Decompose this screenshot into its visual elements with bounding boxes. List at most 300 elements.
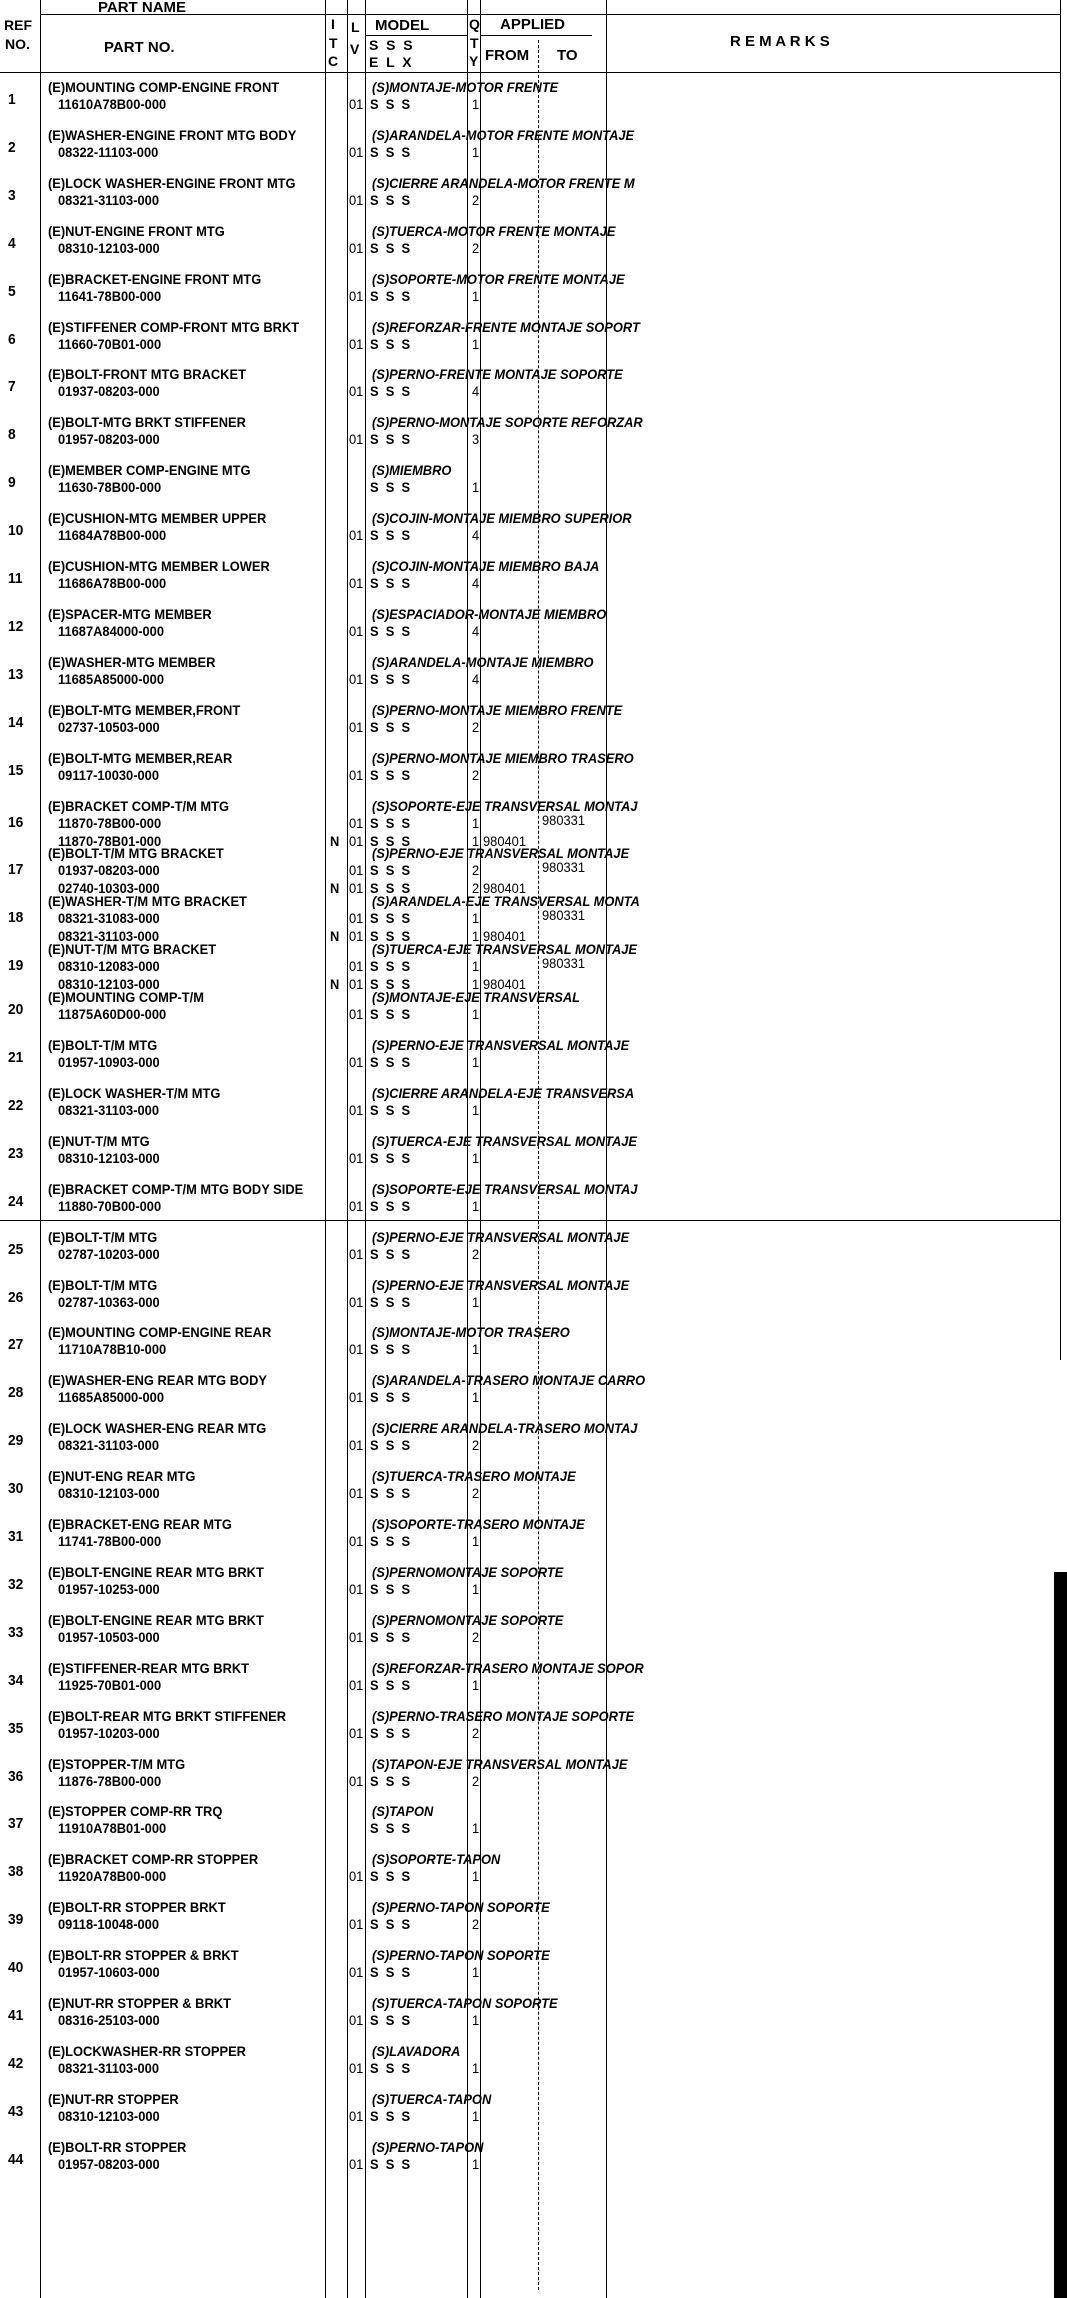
model-codes: S S S xyxy=(370,767,411,783)
ref-number: 35 xyxy=(8,1720,24,1737)
table-row xyxy=(0,1948,1067,1996)
remark-text: (S)PERNO-TRASERO MONTAJE SOPORTE xyxy=(372,1708,635,1724)
ref-number: 20 xyxy=(8,1001,24,1018)
table-row xyxy=(0,1517,1067,1565)
ref-number: 25 xyxy=(8,1241,24,1258)
table-row xyxy=(0,1134,1067,1182)
remark-text: (S)SOPORTE-EJE TRANSVERSAL MONTAJ xyxy=(372,798,638,814)
model-codes-alt: S S S xyxy=(370,976,411,992)
model-codes: S S S xyxy=(370,383,411,399)
part-name: (E)WASHER-MTG MEMBER xyxy=(48,654,216,670)
lv-code-alt: 01 xyxy=(349,928,364,944)
table-row xyxy=(0,559,1067,607)
model-codes: S S S xyxy=(370,1820,411,1836)
part-name: (E)BRACKET COMP-T/M MTG xyxy=(48,798,230,814)
qty-value: 1 xyxy=(472,1054,480,1070)
ref-number: 10 xyxy=(8,522,24,539)
lv-code: 01 xyxy=(349,240,364,256)
part-number: 01957-10203-000 xyxy=(58,1725,160,1741)
ref-number: 41 xyxy=(8,2007,24,2024)
model-codes: S S S xyxy=(370,192,411,208)
lv-code: 01 xyxy=(349,1102,364,1118)
model-codes: S S S xyxy=(370,575,411,591)
part-name: (E)STOPPER COMP-RR TRQ xyxy=(48,1803,223,1819)
part-name: (E)MOUNTING COMP-T/M xyxy=(48,989,204,1005)
ref-number: 32 xyxy=(8,1576,24,1593)
table-row xyxy=(0,128,1067,176)
part-name: (E)WASHER-ENGINE FRONT MTG BODY xyxy=(48,127,297,143)
qty-value: 3 xyxy=(472,431,480,447)
part-number: 11920A78B00-000 xyxy=(58,1868,167,1884)
header-itc-1: I xyxy=(331,16,335,32)
ref-number: 13 xyxy=(8,666,24,683)
qty-value: 4 xyxy=(472,527,480,543)
qty-value: 1 xyxy=(472,336,480,352)
lv-code-alt: 01 xyxy=(349,976,364,992)
part-number: 11685A85000-000 xyxy=(58,1389,165,1405)
model-codes: S S S xyxy=(370,910,411,926)
lv-code: 01 xyxy=(349,96,364,112)
ref-number: 16 xyxy=(8,814,24,831)
part-number: 01957-08203-000 xyxy=(58,431,160,447)
qty-value: 1 xyxy=(472,1868,480,1884)
applied-to: 980331 xyxy=(542,859,585,875)
model-codes: S S S xyxy=(370,2012,411,2028)
lv-code: 01 xyxy=(349,575,364,591)
ref-number: 14 xyxy=(8,714,24,731)
model-codes: S S S xyxy=(370,1246,411,1262)
qty-value-alt: 1 xyxy=(472,976,480,992)
table-row xyxy=(0,1182,1067,1230)
part-name: (E)MEMBER COMP-ENGINE MTG xyxy=(48,462,251,478)
table-row xyxy=(0,2092,1067,2140)
remark-text: (S)PERNO-EJE TRANSVERSAL MONTAJE xyxy=(372,1277,630,1293)
part-number-alt: 11870-78B01-000 xyxy=(58,833,162,849)
table-row xyxy=(0,1373,1067,1421)
model-codes: S S S xyxy=(370,96,411,112)
part-name: (E)BOLT-T/M MTG xyxy=(48,1037,158,1053)
part-name: (E)BOLT-ENGINE REAR MTG BRKT xyxy=(48,1564,264,1580)
part-number: 11741-78B00-000 xyxy=(58,1533,162,1549)
lv-code: 01 xyxy=(349,1581,364,1597)
table-row xyxy=(0,2140,1067,2188)
part-number: 01957-10903-000 xyxy=(58,1054,160,1070)
part-name: (E)STOPPER-T/M MTG xyxy=(48,1756,186,1772)
part-number: 08322-11103-000 xyxy=(58,144,159,160)
part-name: (E)LOCK WASHER-ENG REAR MTG xyxy=(48,1420,267,1436)
part-number: 08310-12083-000 xyxy=(58,958,160,974)
part-number: 08310-12103-000 xyxy=(58,1150,160,1166)
ref-number: 31 xyxy=(8,1528,24,1545)
model-codes: S S S xyxy=(370,527,411,543)
model-codes: S S S xyxy=(370,1102,411,1118)
remark-text: (S)CIERRE ARANDELA-TRASERO MONTAJ xyxy=(372,1420,638,1436)
model-codes: S S S xyxy=(370,1916,411,1932)
ref-number: 4 xyxy=(8,235,16,252)
remark-text: (S)SOPORTE-EJE TRANSVERSAL MONTAJ xyxy=(372,1181,638,1197)
model-codes: S S S xyxy=(370,288,411,304)
part-number: 08321-31103-000 xyxy=(58,1102,159,1118)
ref-number: 43 xyxy=(8,2103,24,2120)
model-codes: S S S xyxy=(370,336,411,352)
remark-text: (S)TUERCA-TAPON xyxy=(372,2091,492,2107)
ref-number: 7 xyxy=(8,378,16,395)
qty-value: 1 xyxy=(472,144,480,160)
header-itc-2: T xyxy=(329,35,338,51)
table-row xyxy=(0,703,1067,751)
qty-value: 1 xyxy=(472,1677,480,1693)
part-number: 11641-78B00-000 xyxy=(58,288,162,304)
table-row xyxy=(0,1613,1067,1661)
model-codes: S S S xyxy=(370,1581,411,1597)
part-number: 01957-08203-000 xyxy=(58,2156,160,2172)
remark-text: (S)COJIN-MONTAJE MIEMBRO SUPERIOR xyxy=(372,510,632,526)
lv-code: 01 xyxy=(349,1006,364,1022)
applied-to: 980331 xyxy=(542,955,585,971)
remark-text: (S)PERNO-FRENTE MONTAJE SOPORTE xyxy=(372,366,623,382)
remark-text: (S)MIEMBRO xyxy=(372,462,452,478)
lv-code: 01 xyxy=(349,1054,364,1070)
part-number: 11875A60D00-000 xyxy=(58,1006,167,1022)
part-name: (E)STIFFENER COMP-FRONT MTG BRKT xyxy=(48,319,300,335)
applied-to: 980331 xyxy=(542,907,585,923)
part-number: 01957-10603-000 xyxy=(58,1964,160,1980)
remark-text: (S)PERNO-MONTAJE SOPORTE REFORZAR xyxy=(372,414,643,430)
lv-code: 01 xyxy=(349,1246,364,1262)
ref-number: 42 xyxy=(8,2055,24,2072)
part-number: 11876-78B00-000 xyxy=(58,1773,162,1789)
qty-value: 1 xyxy=(472,2156,480,2172)
lv-code: 01 xyxy=(349,1485,364,1501)
header-model-top: S S S xyxy=(369,37,413,53)
remark-text: (S)SOPORTE-TRASERO MONTAJE xyxy=(372,1516,585,1532)
part-number: 11686A78B00-000 xyxy=(58,575,167,591)
qty-value: 1 xyxy=(472,1820,480,1836)
ref-number: 30 xyxy=(8,1480,24,1497)
qty-value: 1 xyxy=(472,479,480,495)
part-name: (E)NUT-RR STOPPER xyxy=(48,2091,179,2107)
qty-value: 2 xyxy=(472,1246,480,1262)
lv-code: 01 xyxy=(349,1294,364,1310)
applied-from: 980401 xyxy=(483,928,526,944)
qty-value: 2 xyxy=(472,192,480,208)
part-number: 11660-70B01-000 xyxy=(58,336,162,352)
part-name: (E)CUSHION-MTG MEMBER UPPER xyxy=(48,510,267,526)
model-codes: S S S xyxy=(370,1964,411,1980)
part-name: (E)NUT-T/M MTG BRACKET xyxy=(48,941,217,957)
lv-code: 01 xyxy=(349,767,364,783)
table-row xyxy=(0,607,1067,655)
table-row xyxy=(0,1421,1067,1469)
ref-number: 2 xyxy=(8,139,16,156)
header-qty-3: Y xyxy=(469,53,479,69)
remark-text: (S)CIERRE ARANDELA-EJE TRANSVERSA xyxy=(372,1085,635,1101)
table-row xyxy=(0,846,1067,894)
qty-value: 1 xyxy=(472,1102,480,1118)
lv-code: 01 xyxy=(349,288,364,304)
header-from: FROM xyxy=(485,47,530,64)
qty-value: 2 xyxy=(472,1916,480,1932)
remark-text: (S)REFORZAR-FRENTE MONTAJE SOPORT xyxy=(372,319,640,335)
model-codes: S S S xyxy=(370,719,411,735)
header-ref: REF xyxy=(4,17,32,33)
qty-value: 1 xyxy=(472,1294,480,1310)
remark-text: (S)PERNOMONTAJE SOPORTE xyxy=(372,1612,564,1628)
part-name: (E)WASHER-T/M MTG BRACKET xyxy=(48,893,247,909)
ref-number: 3 xyxy=(8,187,16,204)
header-remarks: R E M A R K S xyxy=(730,33,830,50)
table-row xyxy=(0,176,1067,224)
part-name: (E)LOCKWASHER-RR STOPPER xyxy=(48,2043,246,2059)
model-codes: S S S xyxy=(370,144,411,160)
part-number-alt: 08321-31103-000 xyxy=(58,928,159,944)
qty-value: 1 xyxy=(472,1341,480,1357)
table-row xyxy=(0,224,1067,272)
part-name: (E)BOLT-MTG MEMBER,REAR xyxy=(48,750,233,766)
part-number: 11630-78B00-000 xyxy=(58,479,162,495)
remark-text: (S)PERNO-TAPON xyxy=(372,2139,484,2155)
table-row xyxy=(0,511,1067,559)
part-number: 02737-10503-000 xyxy=(58,719,160,735)
part-name: (E)BOLT-MTG MEMBER,FRONT xyxy=(48,702,241,718)
lv-code-alt: 01 xyxy=(349,833,364,849)
ref-number: 28 xyxy=(8,1384,24,1401)
qty-value: 1 xyxy=(472,1581,480,1597)
ref-number: 19 xyxy=(8,957,24,974)
remark-text: (S)REFORZAR-TRASERO MONTAJE SOPOR xyxy=(372,1660,644,1676)
table-row xyxy=(0,367,1067,415)
header-no: NO. xyxy=(5,36,30,52)
lv-code: 01 xyxy=(349,192,364,208)
model-codes: S S S xyxy=(370,240,411,256)
part-number: 11684A78B00-000 xyxy=(58,527,167,543)
qty-value: 2 xyxy=(472,1485,480,1501)
part-number: 08316-25103-000 xyxy=(58,2012,160,2028)
lv-code: 01 xyxy=(349,336,364,352)
part-name: (E)BRACKET-ENGINE FRONT MTG xyxy=(48,271,262,287)
part-name: (E)BRACKET COMP-T/M MTG BODY SIDE xyxy=(48,1181,304,1197)
remark-text: (S)PERNO-EJE TRANSVERSAL MONTAJE xyxy=(372,1229,630,1245)
part-name: (E)BOLT-RR STOPPER & BRKT xyxy=(48,1947,239,1963)
qty-value: 1 xyxy=(472,288,480,304)
lv-code: 01 xyxy=(349,383,364,399)
table-row xyxy=(0,320,1067,368)
qty-value: 1 xyxy=(472,1389,480,1405)
part-number: 11910A78B01-000 xyxy=(58,1820,167,1836)
header-to: TO xyxy=(557,47,578,64)
table-row xyxy=(0,1469,1067,1517)
part-name: (E)BOLT-ENGINE REAR MTG BRKT xyxy=(48,1612,264,1628)
lv-code-alt: 01 xyxy=(349,880,364,896)
qty-value: 1 xyxy=(472,2060,480,2076)
header-applied: APPLIED xyxy=(500,16,566,33)
model-codes-alt: S S S xyxy=(370,833,411,849)
table-row xyxy=(0,1852,1067,1900)
qty-value: 1 xyxy=(472,1006,480,1022)
table-row xyxy=(0,463,1067,511)
ref-number: 11 xyxy=(8,570,23,587)
header-top-line xyxy=(40,14,1060,15)
part-number: 08310-12103-000 xyxy=(58,2108,160,2124)
ref-number: 12 xyxy=(8,618,24,635)
remark-text: (S)PERNO-MONTAJE MIEMBRO FRENTE xyxy=(372,702,623,718)
itc-code: N xyxy=(330,928,340,944)
part-name: (E)BRACKET COMP-RR STOPPER xyxy=(48,1851,259,1867)
ref-number: 9 xyxy=(8,474,16,491)
part-name: (E)STIFFENER-REAR MTG BRKT xyxy=(48,1660,250,1676)
qty-value: 2 xyxy=(472,1629,480,1645)
applied-to: 980331 xyxy=(542,812,585,828)
model-codes: S S S xyxy=(370,671,411,687)
remark-text: (S)COJIN-MONTAJE MIEMBRO BAJA xyxy=(372,558,600,574)
lv-code: 01 xyxy=(349,671,364,687)
qty-value: 1 xyxy=(472,96,480,112)
remark-text: (S)PERNO-MONTAJE MIEMBRO TRASERO xyxy=(372,750,634,766)
lv-code: 01 xyxy=(349,144,364,160)
part-number: 11685A85000-000 xyxy=(58,671,165,687)
remark-text: (S)LAVADORA xyxy=(372,2043,461,2059)
part-name: (E)BOLT-RR STOPPER xyxy=(48,2139,187,2155)
part-number: 01957-10503-000 xyxy=(58,1629,160,1645)
remark-text: (S)PERNO-TAPON SOPORTE xyxy=(372,1947,550,1963)
part-name: (E)BOLT-FRONT MTG BRACKET xyxy=(48,366,246,382)
table-row xyxy=(0,894,1067,942)
table-row xyxy=(0,655,1067,703)
header-itc-3: C xyxy=(328,53,339,69)
model-codes: S S S xyxy=(370,1725,411,1741)
qty-value: 1 xyxy=(472,2108,480,2124)
remark-text: (S)SOPORTE-TAPON xyxy=(372,1851,501,1867)
qty-value: 1 xyxy=(472,1198,480,1214)
part-name: (E)BOLT-T/M MTG xyxy=(48,1229,158,1245)
table-row xyxy=(0,1996,1067,2044)
table-row xyxy=(0,1900,1067,1948)
model-codes: S S S xyxy=(370,2108,411,2124)
model-codes: S S S xyxy=(370,1437,411,1453)
header-qty-1: Q xyxy=(469,16,480,32)
remark-text: (S)PERNOMONTAJE SOPORTE xyxy=(372,1564,564,1580)
ref-number: 44 xyxy=(8,2151,24,2168)
model-codes: S S S xyxy=(370,1054,411,1070)
part-name: (E)MOUNTING COMP-ENGINE REAR xyxy=(48,1324,272,1340)
table-row xyxy=(0,1086,1067,1134)
part-number: 11870-78B00-000 xyxy=(58,815,162,831)
lv-code: 01 xyxy=(349,1916,364,1932)
part-number: 11710A78B10-000 xyxy=(58,1341,167,1357)
part-number: 11610A78B00-000 xyxy=(58,96,167,112)
part-name: (E)BOLT-T/M MTG BRACKET xyxy=(48,845,224,861)
qty-value: 2 xyxy=(472,767,480,783)
ref-number: 23 xyxy=(8,1145,24,1162)
ref-number: 36 xyxy=(8,1768,24,1785)
model-codes: S S S xyxy=(370,862,411,878)
ref-number: 22 xyxy=(8,1097,24,1114)
qty-value: 1 xyxy=(472,2012,480,2028)
model-codes: S S S xyxy=(370,2156,411,2172)
model-codes: S S S xyxy=(370,1677,411,1693)
lv-code: 01 xyxy=(349,1150,364,1166)
part-number: 08310-12103-000 xyxy=(58,240,160,256)
part-name: (E)NUT-ENG REAR MTG xyxy=(48,1468,196,1484)
remark-text: (S)TUERCA-MOTOR FRENTE MONTAJE xyxy=(372,223,616,239)
applied-from: 980401 xyxy=(483,976,526,992)
lv-code: 01 xyxy=(349,1868,364,1884)
part-name: (E)SPACER-MTG MEMBER xyxy=(48,606,212,622)
model-codes-alt: S S S xyxy=(370,880,411,896)
header-bottom-line xyxy=(0,72,1060,73)
part-number: 11925-70B01-000 xyxy=(58,1677,162,1693)
table-row xyxy=(0,2044,1067,2092)
remark-text: (S)SOPORTE-MOTOR FRENTE MONTAJE xyxy=(372,271,625,287)
remark-text: (S)MONTAJE-MOTOR FRENTE xyxy=(372,79,559,95)
itc-code: N xyxy=(330,833,340,849)
model-codes: S S S xyxy=(370,479,411,495)
remark-text: (S)ARANDELA-MOTOR FRENTE MONTAJE xyxy=(372,127,635,143)
qty-value-alt: 1 xyxy=(472,833,480,849)
ref-number: 38 xyxy=(8,1863,24,1880)
lv-code: 01 xyxy=(349,1437,364,1453)
ref-number: 17 xyxy=(8,861,24,878)
ref-number: 5 xyxy=(8,283,16,300)
remark-text: (S)TUERCA-EJE TRANSVERSAL MONTAJE xyxy=(372,941,638,957)
qty-value: 2 xyxy=(472,719,480,735)
model-codes: S S S xyxy=(370,2060,411,2076)
model-codes: S S S xyxy=(370,1006,411,1022)
model-codes: S S S xyxy=(370,1629,411,1645)
qty-value: 4 xyxy=(472,671,480,687)
model-codes: S S S xyxy=(370,1150,411,1166)
part-number: 01937-08203-000 xyxy=(58,383,160,399)
part-name: (E)MOUNTING COMP-ENGINE FRONT xyxy=(48,79,280,95)
lv-code: 01 xyxy=(349,958,364,974)
ref-number: 27 xyxy=(8,1336,24,1353)
page-edge-bar xyxy=(1054,1572,1067,2298)
lv-code: 01 xyxy=(349,1389,364,1405)
lv-code: 01 xyxy=(349,910,364,926)
part-name: (E)BOLT-REAR MTG BRKT STIFFENER xyxy=(48,1708,287,1724)
lv-code: 01 xyxy=(349,623,364,639)
remark-text: (S)ARANDELA-EJE TRANSVERSAL MONTA xyxy=(372,893,640,909)
table-row xyxy=(0,1757,1067,1805)
model-codes-alt: S S S xyxy=(370,928,411,944)
ref-number: 24 xyxy=(8,1193,24,1210)
header-part-name: PART NAME xyxy=(98,0,187,16)
qty-value: 4 xyxy=(472,623,480,639)
qty-value: 1 xyxy=(472,815,480,831)
remark-text: (S)ARANDELA-TRASERO MONTAJE CARRO xyxy=(372,1372,646,1388)
remark-text: (S)PERNO-TAPON SOPORTE xyxy=(372,1899,550,1915)
qty-value-alt: 1 xyxy=(472,928,480,944)
ref-number: 33 xyxy=(8,1624,24,1641)
model-codes: S S S xyxy=(370,1341,411,1357)
lv-code: 01 xyxy=(349,2012,364,2028)
header-lv-2: V xyxy=(350,41,360,57)
table-row xyxy=(0,1565,1067,1613)
lv-code: 01 xyxy=(349,1533,364,1549)
model-codes: S S S xyxy=(370,1533,411,1549)
remark-text: (S)ARANDELA-MONTAJE MIEMBRO xyxy=(372,654,594,670)
applied-sub-line xyxy=(480,35,592,36)
lv-code: 01 xyxy=(349,1725,364,1741)
table-row xyxy=(0,799,1067,847)
table-row xyxy=(0,1709,1067,1757)
part-number: 08310-12103-000 xyxy=(58,1485,160,1501)
model-codes: S S S xyxy=(370,1868,411,1884)
lv-code: 01 xyxy=(349,719,364,735)
model-codes: S S S xyxy=(370,1485,411,1501)
lv-code: 01 xyxy=(349,862,364,878)
applied-from: 980401 xyxy=(483,880,526,896)
